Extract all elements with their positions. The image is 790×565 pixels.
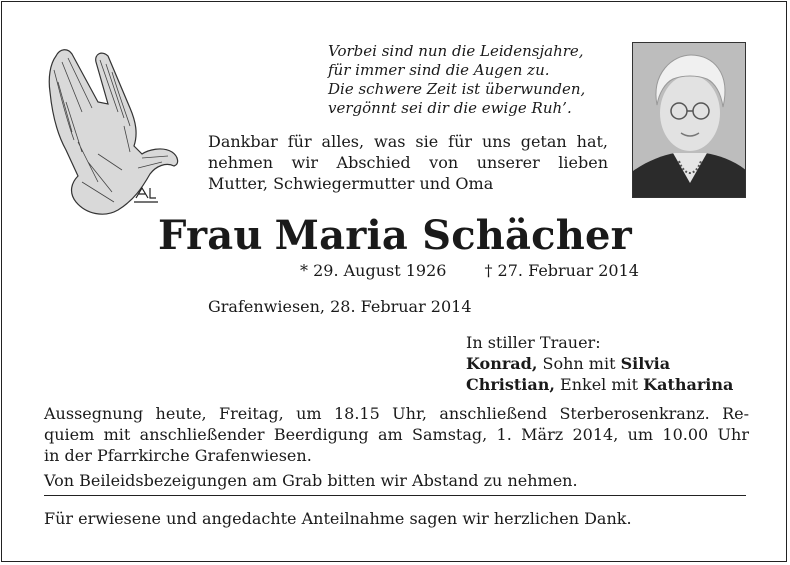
name-prefix: Frau	[158, 212, 263, 259]
poem-line: Die schwere Zeit ist überwunden,	[328, 80, 586, 98]
life-dates	[300, 260, 639, 282]
intro-line: Dankbar für alles, was sie für uns getan hat,	[208, 132, 608, 151]
funeral-line: in der Pfarrkirche Grafenwiesen.	[44, 446, 312, 465]
portrait-illustration	[633, 43, 746, 198]
intro-line: Mutter, Schwiegermutter und Oma	[208, 174, 494, 193]
intro-line: nehmen wir Abschied von unserer lieben	[208, 153, 608, 172]
funeral-line: Aussegnung heute, Freitag, um 18.15 Uhr, anschließend Sterberosenkranz. Re-	[44, 404, 749, 423]
poem-line: vergönnt sei dir die ewige Ruh’.	[328, 99, 572, 117]
funeral-info	[44, 403, 749, 491]
condolence-note: Von Beileidsbezeigungen am Grab bitten wir Abstand zu nehmen.	[44, 471, 578, 490]
praying-hands-icon	[38, 42, 188, 217]
mourners-block	[466, 332, 733, 395]
mourners-heading: In stiller Trauer:	[466, 333, 601, 352]
full-name: Maria Schächer	[274, 212, 632, 259]
poem-line: für immer sind die Augen zu.	[328, 61, 550, 79]
divider	[44, 495, 746, 496]
mourner-row	[466, 374, 733, 395]
birth-date: * 29. August 1926	[300, 261, 447, 280]
mourner-name: Christian,	[466, 375, 555, 394]
mourner-row	[466, 353, 733, 374]
place-date: Grafenwiesen, 28. Februar 2014	[208, 297, 472, 316]
mourner-relation: Sohn mit	[537, 354, 621, 373]
mourner-partner: Silvia	[620, 354, 671, 373]
intro-text	[208, 131, 608, 194]
thanks-note: Für erwiesene und angedachte Anteilnahme sagen wir herzlichen Dank.	[44, 509, 632, 528]
mourner-name: Konrad,	[466, 354, 538, 373]
mourner-relation: Enkel mit	[554, 375, 644, 394]
death-date: † 27. Februar 2014	[484, 261, 639, 280]
poem-line: Vorbei sind nun die Leidensjahre,	[328, 42, 584, 60]
funeral-line: quiem mit anschließender Beerdigung am Samstag, 1. März 2014, um 10.00 Uhr	[44, 425, 749, 444]
mourner-partner: Katharina	[643, 375, 734, 394]
poem	[328, 42, 585, 118]
deceased-name	[0, 210, 790, 262]
portrait-photo	[632, 42, 746, 198]
